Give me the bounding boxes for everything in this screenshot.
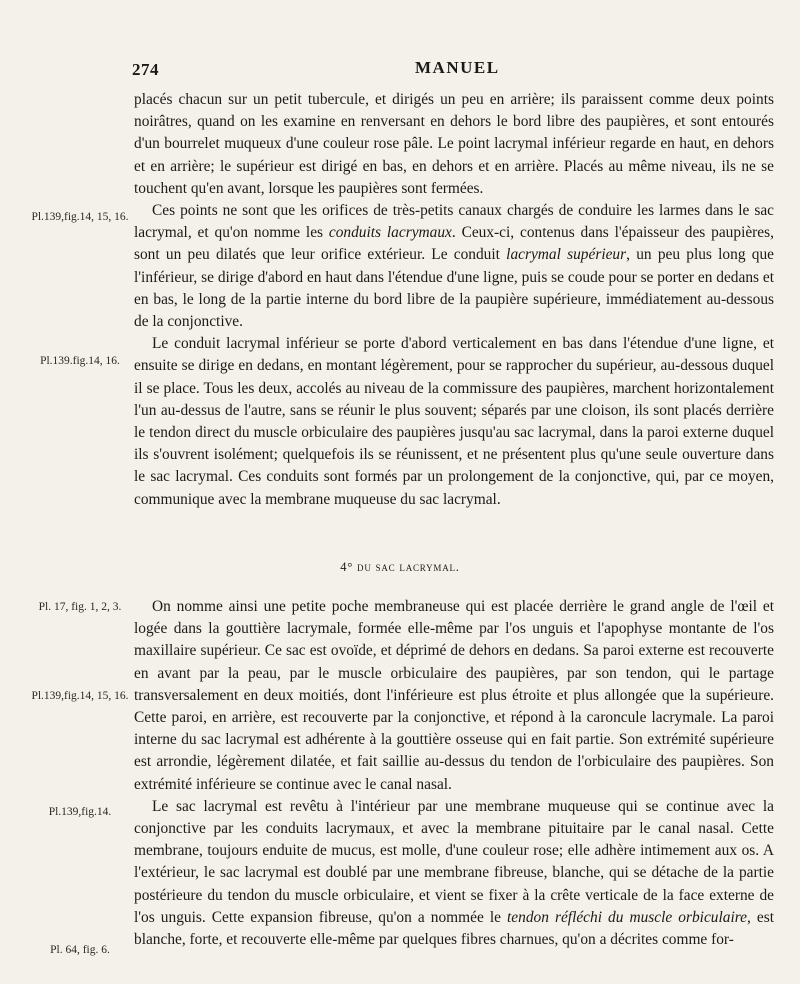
text-run: Ces points ne sont que les orifices de très-petits canaux chargés de conduire les larmes dans le sac lacrymal, et qu'on nomme les [134, 202, 774, 242]
margin-note: Pl.139.fig.14, 16. [40, 355, 120, 367]
paragraph: On nomme ainsi une petite poche membraneuse qui est placée derrière le grand angle de l'œil et logée dans la gouttière lacrymale, formée elle-même par l'os unguis et l'apophyse montante de l'os maxillaire supérieur. Ce sac est ovoïde, et déprimé de dehors en dedans. Sa paroi externe est recouverte en avant par la peau, par le muscle orbiculaire des paupières, par son tendon, qui le partage transversalement en deux moitiés, dont l'inférieure est plus étroite et plus allongée que la supérieure. Cette paroi, en arrière, est recouverte par la conjonctive, et répond à la caroncule lacrymale. La paroi interne du sac lacrymal est adhérente à la gouttière osseuse qui en fait partie. Son extrémité supérieure est arrondie, légèrement dilatée, et fait saillie au-dessus du tendon de l'orbiculaire des paupières. Son extrémité inférieure se continue avec le canal nasal. [134, 598, 774, 793]
paragraph [134, 796, 774, 951]
running-title: MANUEL [415, 58, 500, 77]
margin-note: Pl.139,fig.14. [48, 806, 112, 818]
margin-note: Pl. 64, fig. 6. [50, 944, 110, 956]
italic-term: tendon réfléchi du muscle orbiculaire [507, 908, 747, 926]
italic-term: lacrymal supérieur [506, 246, 627, 264]
margin-note: Pl.139,fig.14, 15, 16. [31, 211, 129, 223]
page-header [0, 58, 800, 84]
margin-note: Pl.139,fig.14, 15, 16. [31, 690, 129, 702]
text-run: Le sac lacrymal est revêtu à l'intérieur par une membrane muqueuse qui se continue avec la conjonctive par les conduits lacrymaux, et avec la membrane pituitaire par le canal nasal. Cette membrane, toujours enduite de mucus, est molle, d'une couleur rose; elle adhère intimement aux os. A l'extérieur, le sac lacrymal est doublé par une membrane fibreuse, blanche, qui se détache de la partie postérieure du tendon du muscle orbiculaire, et vient se fixer à la crête verticale de la face externe de l'os unguis. Cette expansion fibreuse, qu'on a nommée le [134, 797, 774, 926]
body-text-upper [134, 89, 774, 511]
paragraph: placés chacun sur un petit tubercule, et dirigés un peu en arrière; ils paraissent comme deux points noirâtres, quand on les examine en renversant en dehors le bord libre des paupières, et sont entourés d'un bourrelet muqueux d'une couleur rose pâle. Le point lacrymal inférieur regarde en haut, en dehors et en arrière; le supérieur est dirigé en bas, en dehors et en arrière. Placés au même niveau, ils ne se touchent qu'en avant, lorsque les paupières sont fermées. [134, 91, 774, 197]
text-run: , est blanche, forte, et recouverte elle-même par quelques fibres charnues, qu'on a décrites comme for- [134, 908, 774, 949]
body-text-lower [134, 596, 774, 951]
margin-note: Pl. 17, fig. 1, 2, 3. [38, 601, 122, 613]
paragraph [134, 200, 774, 333]
page-number: 274 [132, 60, 159, 79]
paragraph: Le conduit lacrymal inférieur se porte d'abord verticalement en bas dans l'étendue d'une ligne, et ensuite se dirige en dedans, en montant légèrement, pour se rapprocher du supérieur, au-dessous duquel il se place. Tous les deux, accolés au niveau de la commissure des paupières, marchent horizontalement l'un au-dessus de l'autre, sans se réunir le plus souvent; séparés par une cloison, ils sont placés derrière le tendon direct du muscle orbiculaire des paupières jusqu'au sac lacrymal, dans la paroi externe duquel ils s'ouvrent isolément; quelquefois ils se réunissent, et ne présentent plus qu'une seule ouverture dans le sac lacrymal. Ces conduits sont formés par un prolongement de la conjonctive, qui, par ce moyen, communique avec la membrane muqueuse du sac lacrymal. [134, 335, 774, 508]
text-run: . Ceux-ci, contenus dans l'épaisseur des paupières, sont un peu dilatés que leur orifice extérieur. Le conduit [134, 224, 774, 264]
text-run: , un peu plus long que l'inférieur, se dirige d'abord en haut dans l'étendue d'une ligne, puis se coude pour se porter en dedans et en bas, le long de la partie interne du bord libre de la paupière supérieure, immédiatement au-dessous de la conjonctive. [134, 246, 774, 331]
section-heading: 4° du sac lacrymal. [340, 560, 460, 574]
italic-term: conduits lacrymaux [328, 224, 452, 242]
